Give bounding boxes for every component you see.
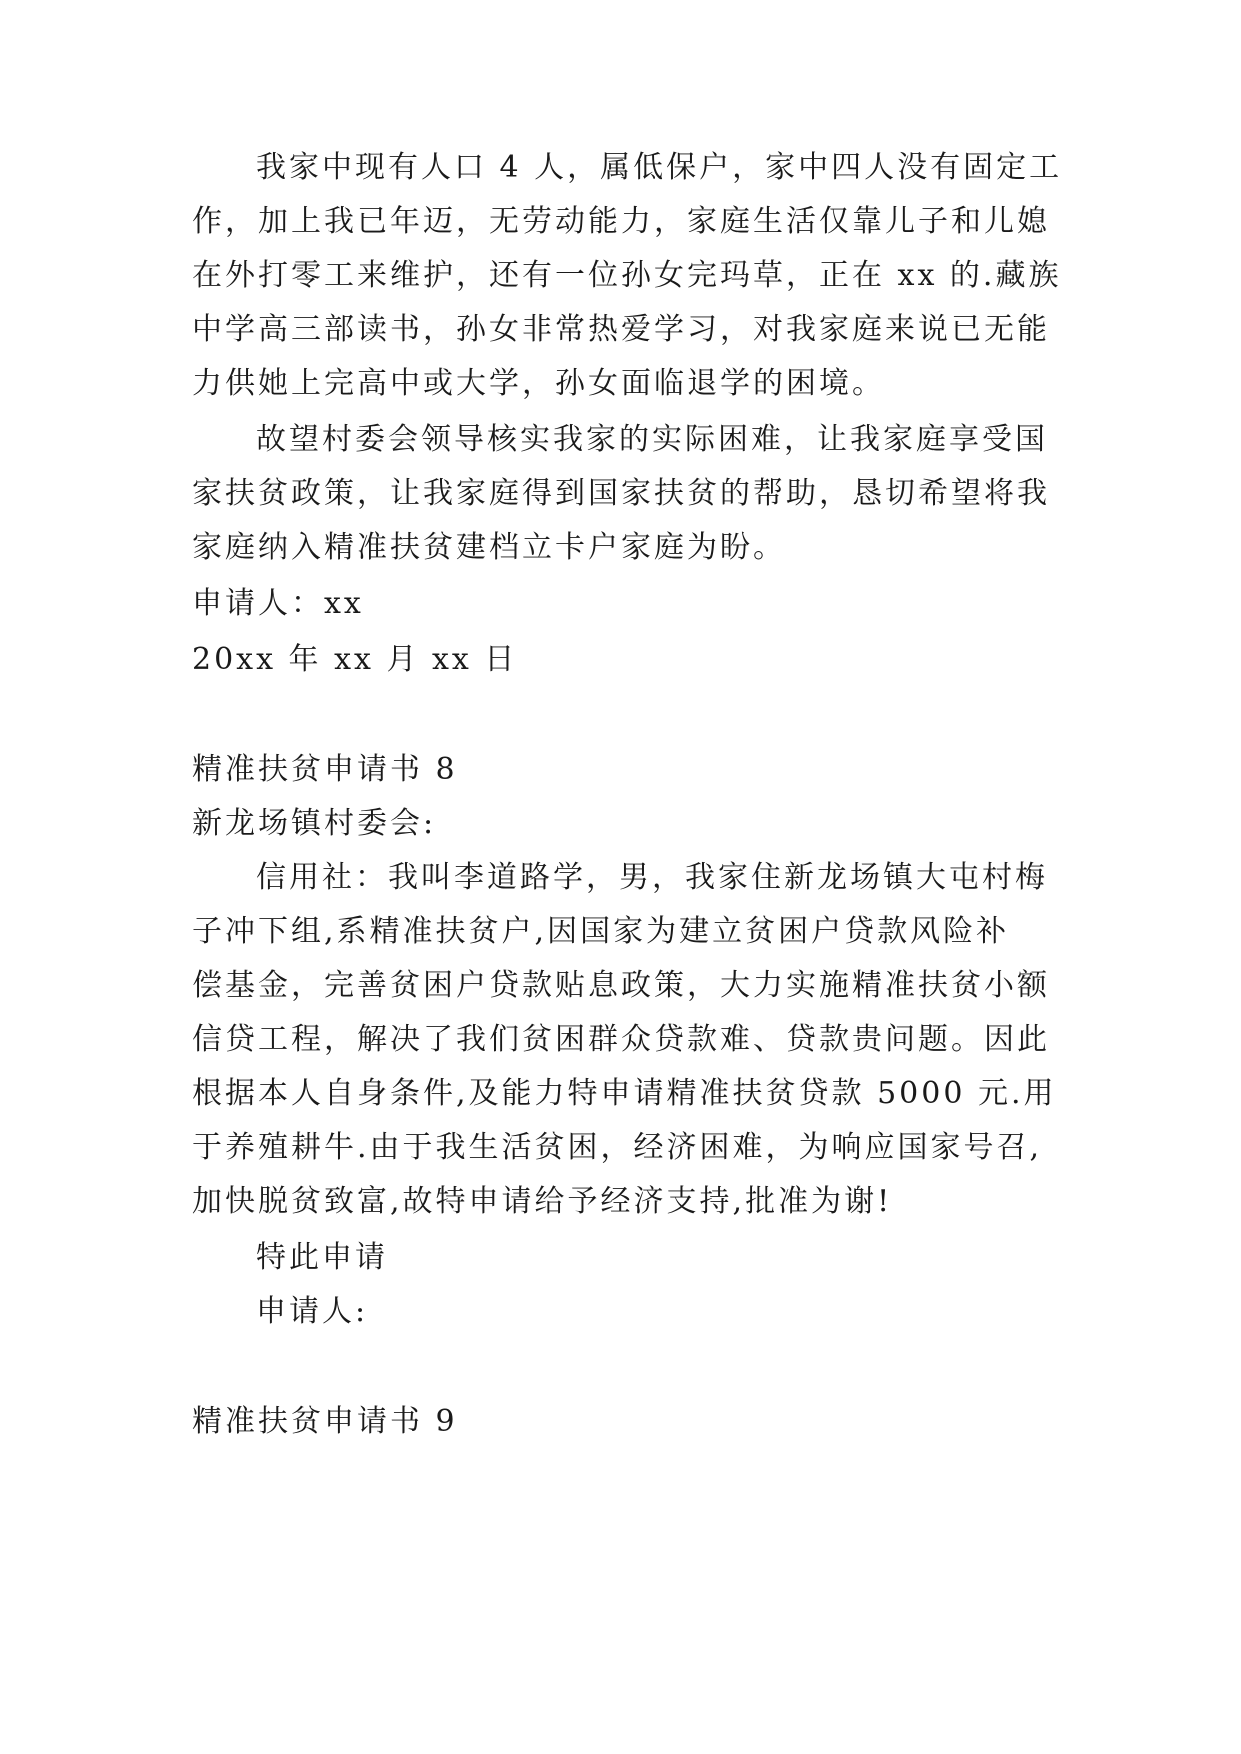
paragraph-3-line-1: 信用社：我叫李道路学，男，我家住新龙场镇大屯村梅 — [256, 860, 1048, 895]
paragraph-3-line-5: 根据本人自身条件,及能力特申请精准扶贫贷款 5000 元.用 — [192, 1076, 1057, 1111]
paragraph-3-line-6: 于养殖耕牛.由于我生活贫困，经济困难，为响应国家号召, — [192, 1130, 1043, 1165]
paragraph-2-line-2: 家扶贫政策，让我家庭得到国家扶贫的帮助，恳切希望将我 — [192, 476, 1050, 511]
applicant-line: 申请人：xx — [192, 586, 364, 621]
section-title-9: 精准扶贫申请书 9 — [192, 1404, 458, 1439]
recipient-line: 新龙场镇村委会: — [192, 806, 437, 841]
paragraph-1-line-1: 我家中现有人口 4 人，属低保户，家中四人没有固定工 — [256, 150, 1063, 185]
date-line: 20xx 年 xx 月 xx 日 — [192, 642, 518, 677]
applicant-signature-line: 申请人: — [256, 1294, 369, 1329]
section-title-8: 精准扶贫申请书 8 — [192, 752, 458, 787]
paragraph-3-line-2: 子冲下组,系精准扶贫户,因国家为建立贫困户贷款风险补 — [192, 914, 1010, 949]
paragraph-1-line-4: 中学高三部读书，孙女非常热爱学习，对我家庭来说已无能 — [192, 312, 1050, 347]
closing-line: 特此申请 — [256, 1240, 388, 1275]
paragraph-2-line-1: 故望村委会领导核实我家的实际困难，让我家庭享受国 — [256, 422, 1048, 457]
paragraph-3-line-4: 信贷工程，解决了我们贫困群众贷款难、贷款贵问题。因此 — [192, 1022, 1050, 1057]
paragraph-3-line-3: 偿基金，完善贫困户贷款贴息政策，大力实施精准扶贫小额 — [192, 968, 1050, 1003]
paragraph-1-line-2: 作，加上我已年迈，无劳动能力，家庭生活仅靠儿子和儿媳 — [192, 204, 1050, 239]
paragraph-2-line-3: 家庭纳入精准扶贫建档立卡户家庭为盼。 — [192, 530, 786, 565]
paragraph-1-line-3: 在外打零工来维护，还有一位孙女完玛草，正在 xx 的.藏族 — [192, 258, 1062, 293]
paragraph-1-line-5: 力供她上完高中或大学，孙女面临退学的困境。 — [192, 366, 885, 401]
paragraph-3-line-7: 加快脱贫致富,故特申请给予经济支持,批准为谢! — [192, 1184, 893, 1219]
